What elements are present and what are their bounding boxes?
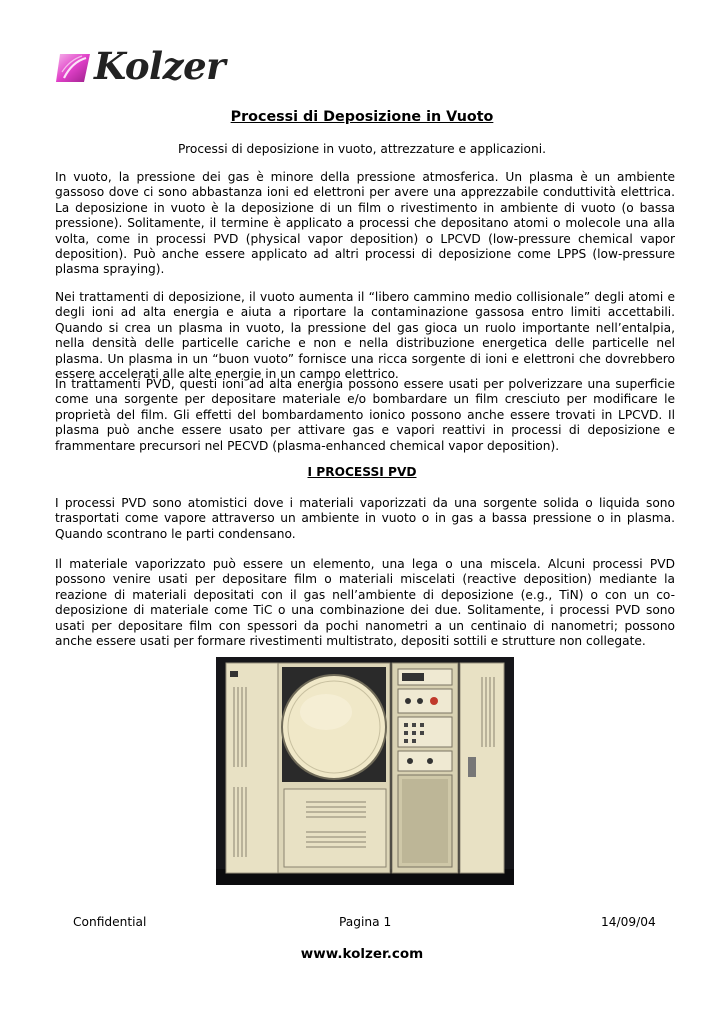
logo-text: Kolzer	[94, 44, 226, 88]
footer-date: 14/09/04	[601, 915, 656, 929]
paragraph-deposition-vacuum: Nei trattamenti di deposizione, il vuoto aumenta il “libero cammino medio collisionale” degli atomi e degli ioni ad alta energia e aiuta a riportare la contaminazione gassosa entro limiti accettabili. Quando si crea un plasma in vuoto, la pressione del gas gioca un ruolo importante nell’entalpia, nella densità delle particelle cariche e non e nella distribuzione energetica delle particelle nel plasma. Un plasma in un “buon vuoto” fornisce una ricca sorgente di ioni e elettroni che dovrebbero essere accelerati alle alte energie in un campo elettrico.	[55, 290, 675, 382]
paragraph-vacuum-intro: In vuoto, la pressione dei gas è minore della pressione atmosferica. Un plasma è un ambiente gassoso dove ci sono abbastanza ioni ed elettroni per avere una apprezzabile conduttività elettrica. La deposizione in vuoto è la deposizione di un film o rivestimento in ambiente di vuoto (o bassa pressione). Solitamente, il termine è applicato a processi che depositano atomi o molecole una alla volta, come in processi PVD (physical vapor deposition) o LPCVD (low-pressure chemical vapor deposition). Può anche essere applicato ad altri processi di deposizione come LPPS (low-pressure plasma spraying).	[55, 170, 675, 277]
footer-website-link[interactable]: www.kolzer.com	[300, 946, 424, 962]
kolzer-logo	[56, 44, 236, 88]
paragraph-pvd-processes: I processi PVD sono atomistici dove i materiali vaporizzati da una sorgente solida o liquida sono trasportati come vapore attraverso un ambiente in vuoto o in gas a bassa pressione o in plasma. Quando scontrano le parti condensano.	[55, 496, 675, 541]
paragraph-pvd-ions: In trattamenti PVD, questi ioni ad alta energia possono essere usati per polverizzare una superficie come una sorgente per depositare materiale e/o bombardare un film cresciuto per modificare le proprietà del film. Gli effetti del bombardamento ionico possono anche essere trovati in LPCVD. Il plasma può anche essere usato per attivare gas e vapori reattivi in processi di deposizione e frammentare precursori nel PECVD (plasma-enhanced chemical vapor deposition).	[55, 377, 675, 453]
footer-confidential: Confidential	[73, 915, 147, 929]
page-subtitle: Processi di deposizione in vuoto, attrezzature e applicazioni.	[178, 142, 546, 156]
logo-mark-icon	[56, 52, 92, 84]
page-title: Processi di Deposizione in Vuoto	[230, 109, 494, 125]
vacuum-deposition-machine-photo	[216, 657, 514, 885]
footer-page-number: Pagina 1	[339, 915, 392, 929]
paragraph-vaporized-material: Il materiale vaporizzato può essere un elemento, una lega o una miscela. Alcuni processi PVD possono venire usati per depositare film o materiali miscelati (reactive deposition) mediante la reazione di materiali depositati con il gas nell’ambiente di deposizione (e.g., TiN) o con un co-deposizione di materiale come TiC o una combinazione dei due. Solitamente, i processi PVD sono usati per depositare film con spessori da pochi nanometri a un centinaio di nanometri; possono anche essere usati per formare rivestimenti multistrato, depositi sottili e strutture non collegate.	[55, 557, 675, 649]
section-heading-pvd: I PROCESSI PVD	[307, 465, 417, 479]
